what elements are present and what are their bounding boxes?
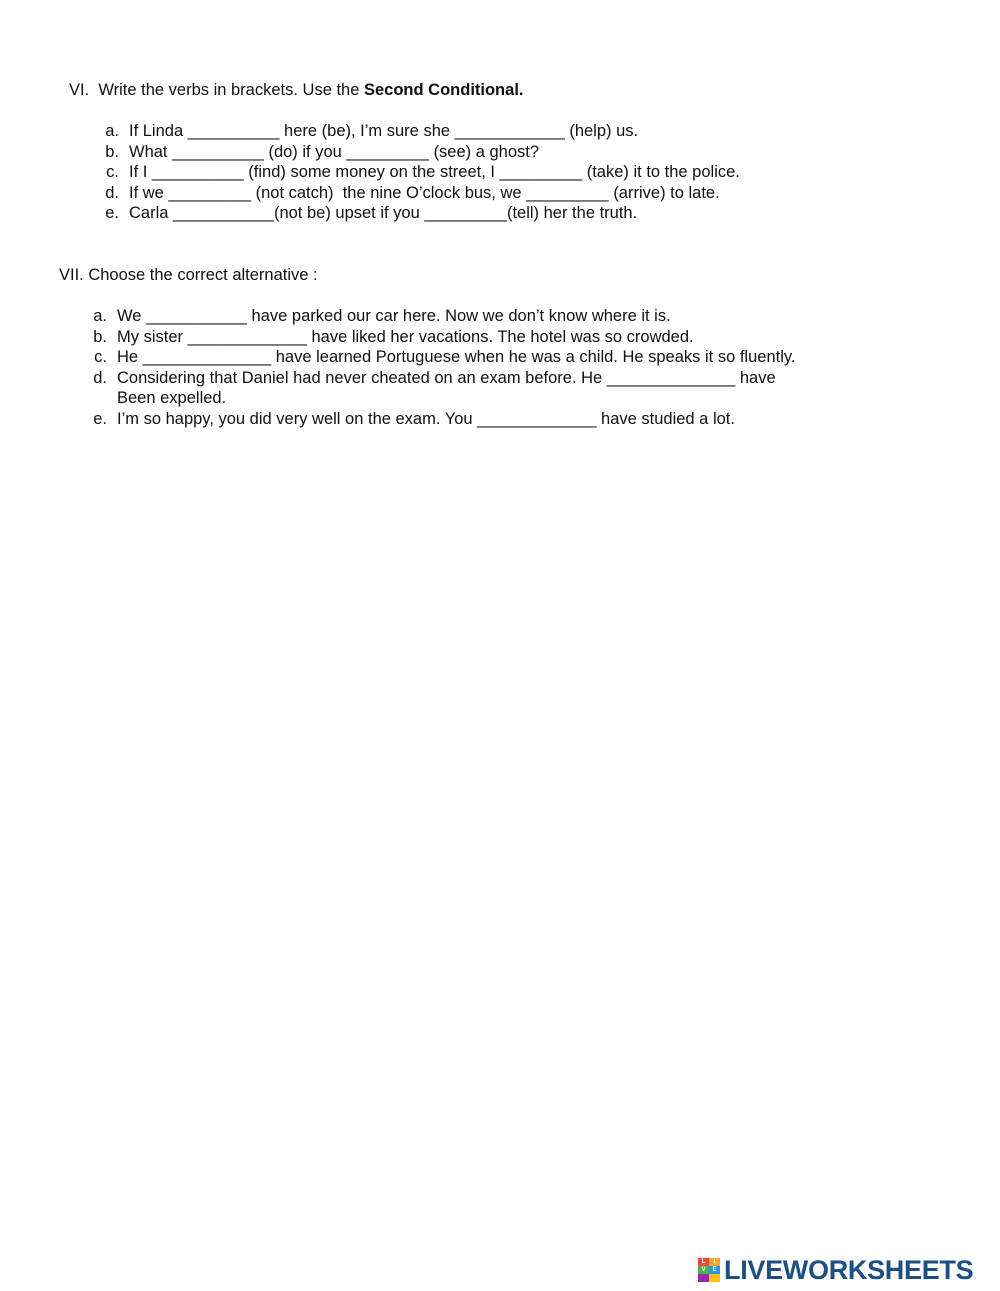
section-vii-exercise-list [93,306,796,429]
item-text: If I __________ (find) some money on the street, I _________ (take) it to the police. [129,163,740,181]
exercise-item [105,142,740,163]
logo-tile: V [698,1266,709,1274]
exercise-item [93,409,795,430]
liveworksheets-branding [698,1256,973,1284]
item-marker: b. [105,142,119,161]
item-marker: e. [93,409,107,428]
logo-tile: L [698,1258,709,1266]
exercise-item [105,203,740,224]
logo-tile: E [709,1266,720,1274]
item-text: My sister _____________ have liked her vacations. The hotel was so crowded. [117,327,694,346]
item-marker: e. [105,204,119,222]
item-marker: c. [94,348,107,366]
item-marker: d. [93,368,107,387]
section-vi-title-bold: Second Conditional. [363,81,524,99]
item-marker: d. [105,183,119,202]
logo-tile: I [709,1258,720,1266]
item-text: Considering that Daniel had never cheated on an exam before. He ______________ have Been expelled. [117,368,776,407]
logo-tile [698,1274,709,1282]
item-marker: a. [105,122,119,140]
exercise-item [93,368,795,409]
section-vii-title: VII. Choose the correct alternative : [59,266,318,284]
item-text: What __________ (do) if you _________ (see) a ghost? [129,142,540,161]
liveworksheets-wordmark: LIVEWORKSHEETS [724,1255,974,1285]
item-marker: a. [93,307,107,325]
item-text: If we _________ (not catch) the nine O’clock bus, we _________ (arrive) to late. [129,183,720,202]
item-marker: b. [93,327,107,346]
section-vi-title-prefix: VI. Write the verbs in brackets. Use the [69,81,364,99]
exercise-item [94,347,796,368]
item-text: We ___________ have parked our car here. Now we don’t know where it is. [117,307,671,325]
section-vi-title [69,80,523,100]
item-text: I’m so happy, you did very well on the exam. You _____________ have studied a lot. [117,409,735,428]
item-marker: c. [106,163,119,181]
exercise-item [93,327,795,348]
exercise-item [105,183,740,204]
item-text: He ______________ have learned Portuguese when he was a child. He speaks it so fluently. [117,348,796,366]
exercise-item [105,121,740,142]
item-text: Carla ___________(not be) upset if you _________(tell) her the truth. [129,204,638,222]
exercise-item [93,306,795,327]
exercise-item [106,162,740,183]
liveworksheets-logo-icon [698,1258,720,1282]
logo-tile [709,1274,720,1282]
item-text: If Linda __________ here (be), I’m sure she ____________ (help) us. [129,122,639,140]
section-vi-exercise-list [105,121,740,224]
